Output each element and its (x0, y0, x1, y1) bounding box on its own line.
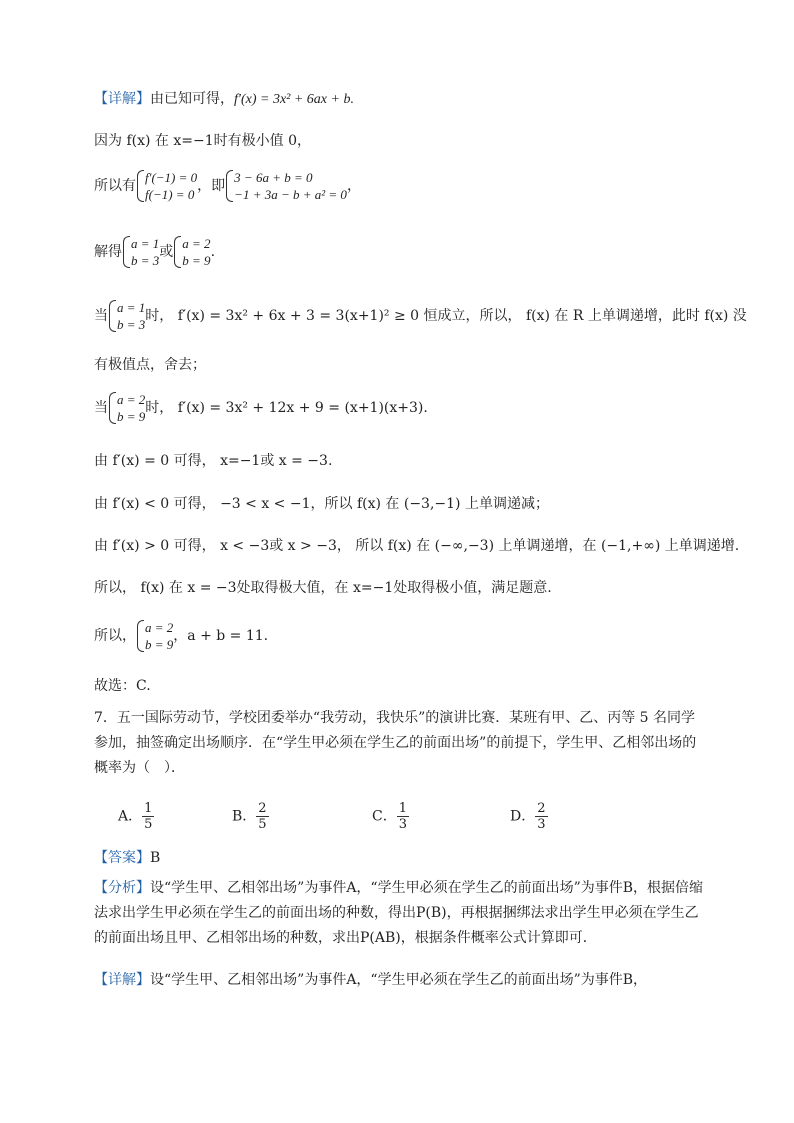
detail-tag-2: 【详解】 (94, 972, 150, 988)
case-system: a = 1 b = 3 (108, 299, 145, 333)
final-system: a = 2 b = 9 (136, 619, 173, 653)
analysis-paragraph: 【分析】设“学生甲、乙相邻出场”为事件A，“学生甲必须在学生乙的前面出场”为事件B，根据倍缩法求出学生甲必须在学生乙的前面出场的种数，得出P(B)，再根据捆绑法求出学生甲必须在学生乙的前面出场且甲、乙相邻出场的种数，求出P(AB)，根据条件概率公式计算即可． (94, 880, 704, 946)
case-system: a = 2 b = 9 (108, 391, 145, 425)
solution-line-2: 因为 f(x) 在 x=−1时有极小值 0， (94, 133, 311, 149)
option-c: C． $\frac{1}{3}$ (372, 801, 407, 832)
equation-system: 3 − 6a + b = 0 −1 + 3a − b + a² = 0 (225, 169, 347, 203)
question-7: 7．五一国际劳动节，学校团委举办“我劳动，我快乐”的演讲比赛．某班有甲、乙、丙等 5 名同学参加，抽签确定出场顺序．在“学生甲必须在学生乙的前面出场”的前提下，学生甲、乙相邻出场的概率为（ ）． (94, 710, 697, 776)
solution-system-1: a = 1 b = 3 (122, 235, 159, 269)
solution-line-8: 由 f′(x) = 0 可得， x=−1或 x = −3. (94, 453, 333, 469)
detail-tag: 【详解】 (94, 91, 150, 107)
solution-line-9: 由 f′(x) < 0 可得， −3 < x < −1，所以 f(x) 在 (−3,−1) 上单调递减； (94, 496, 549, 512)
option-d: D． $\frac{2}{3}$ (510, 801, 546, 832)
solution-line-11: 所以， f(x) 在 x = −3处取得极大值，在 x=−1处取得极小值，满足题意. (94, 580, 552, 596)
detail-paragraph: 【详解】设“学生甲、乙相邻出场”为事件A，“学生甲必须在学生乙的前面出场”为事件B， (94, 972, 648, 988)
solution-line-1: 【详解】由已知可得，f′(x) = 3x² + 6ax + b. (94, 91, 354, 107)
option-a: A． $\frac{1}{5}$ (118, 801, 153, 832)
answer-line: 【答案】B (94, 850, 161, 866)
solution-line-5: 当 a = 1 b = 3 时， f′(x) = 3x² + 6x + 3 = 3(x+1)² ≥ 0 恒成立，所以， f(x) 在 R 上单调递增，此时 f(x) 没 (94, 300, 747, 332)
solution-line-10: 由 f′(x) > 0 可得， x < −3或 x > −3， 所以 f(x) 在 (−∞,−3) 上单调递增，在 (−1,+∞) 上单调递增. (94, 538, 740, 554)
solution-line-4: 解得 a = 1 b = 3 或 a = 2 b = 9 . (94, 236, 216, 268)
solution-line-3: 所以有 f′(−1) = 0 f(−1) = 0 ，即 3 − 6a + b = 0 −1 + 3a − b + a² = 0 ， (94, 170, 361, 202)
equation-system: f′(−1) = 0 f(−1) = 0 (136, 169, 197, 203)
solution-line-6: 有极值点，舍去； (94, 357, 206, 373)
analysis-tag: 【分析】 (94, 880, 150, 896)
solution-line-12: 所以， a = 2 b = 9 ，a + b = 11. (94, 620, 269, 652)
answer-choice-line: 故选：C. (94, 678, 151, 694)
solution-line-7: 当 a = 2 b = 9 时， f′(x) = 3x² + 12x + 9 = (x+1)(x+3). (94, 392, 428, 424)
answer-tag: 【答案】 (94, 850, 150, 866)
solution-system-2: a = 2 b = 9 (173, 235, 210, 269)
option-b: B． $\frac{2}{5}$ (232, 801, 267, 832)
